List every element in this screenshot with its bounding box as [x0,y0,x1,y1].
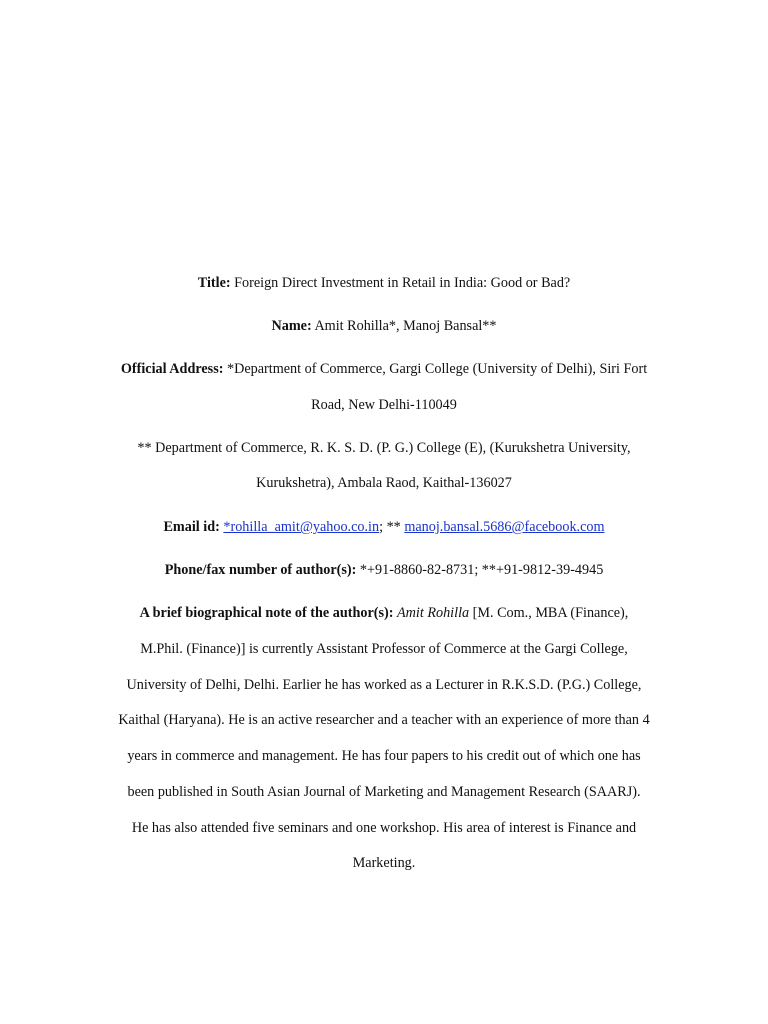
phone-numbers: *+91-8860-82-8731; **+91-9812-39-4945 [359,562,604,578]
authors-line [0,317,768,335]
title-line [0,274,768,292]
bio-line-4 [0,711,768,729]
address-text-2: Road, New Delhi-110049 [311,397,457,413]
paper-title: Foreign Direct Investment in Retail in India: Good or Bad? [234,275,571,291]
bio-line-5 [0,747,768,765]
phone-line [0,561,768,579]
bio-line-1 [0,604,768,622]
bio-line-3 [0,676,768,694]
email-line [0,518,768,536]
bio-text-1: [M. Com., MBA (Finance), [472,605,629,621]
bio-text-8: Marketing. [352,855,416,871]
bio-line-6 [0,783,768,801]
address-line-3 [0,439,768,457]
email-link-1[interactable]: *rohilla_amit@yahoo.co.in [223,519,380,535]
bio-text-5: years in commerce and management. He has four papers to his credit out of which one has [127,748,641,764]
email-link-2[interactable]: manoj.bansal.5686@facebook.com [404,519,605,535]
bio-text-4: Kaithal (Haryana). He is an active researcher and a teacher with an experience of more than 4 [118,712,650,728]
bio-text-7: He has also attended five seminars and one workshop. His area of interest is Finance and [131,820,637,836]
name-label: Name: [271,318,312,334]
address-text-4: Kurukshetra), Ambala Raod, Kaithal-136027 [256,475,512,491]
address-text-1: *Department of Commerce, Gargi College (University of Delhi), Siri Fort [227,361,648,377]
phone-label: Phone/fax number of author(s): [164,562,357,578]
email-separator: ; ** [379,519,405,535]
email-label: Email id: [163,519,220,535]
address-line-1 [0,360,768,378]
address-text-3: ** Department of Commerce, R. K. S. D. (P. G.) College (E), (Kurukshetra University, [137,440,631,456]
bio-text-2: M.Phil. (Finance)] is currently Assistant Professor of Commerce at the Gargi College, [140,641,628,657]
address-label: Official Address: [120,361,224,377]
address-line-4 [0,474,768,492]
bio-author-name: Amit Rohilla [396,605,470,621]
bio-line-2 [0,640,768,658]
bio-line-8 [0,854,768,872]
bio-label: A brief biographical note of the author(s): [139,605,394,621]
address-line-2 [0,396,768,414]
author-names: Amit Rohilla*, Manoj Bansal** [314,318,497,334]
bio-text-6: been published in South Asian Journal of Marketing and Management Research (SAARJ). [127,784,641,800]
bio-text-3: University of Delhi, Delhi. Earlier he has worked as a Lecturer in R.K.S.D. (P.G.) College, [126,677,642,693]
bio-line-7 [0,819,768,837]
title-label: Title: [197,275,231,291]
